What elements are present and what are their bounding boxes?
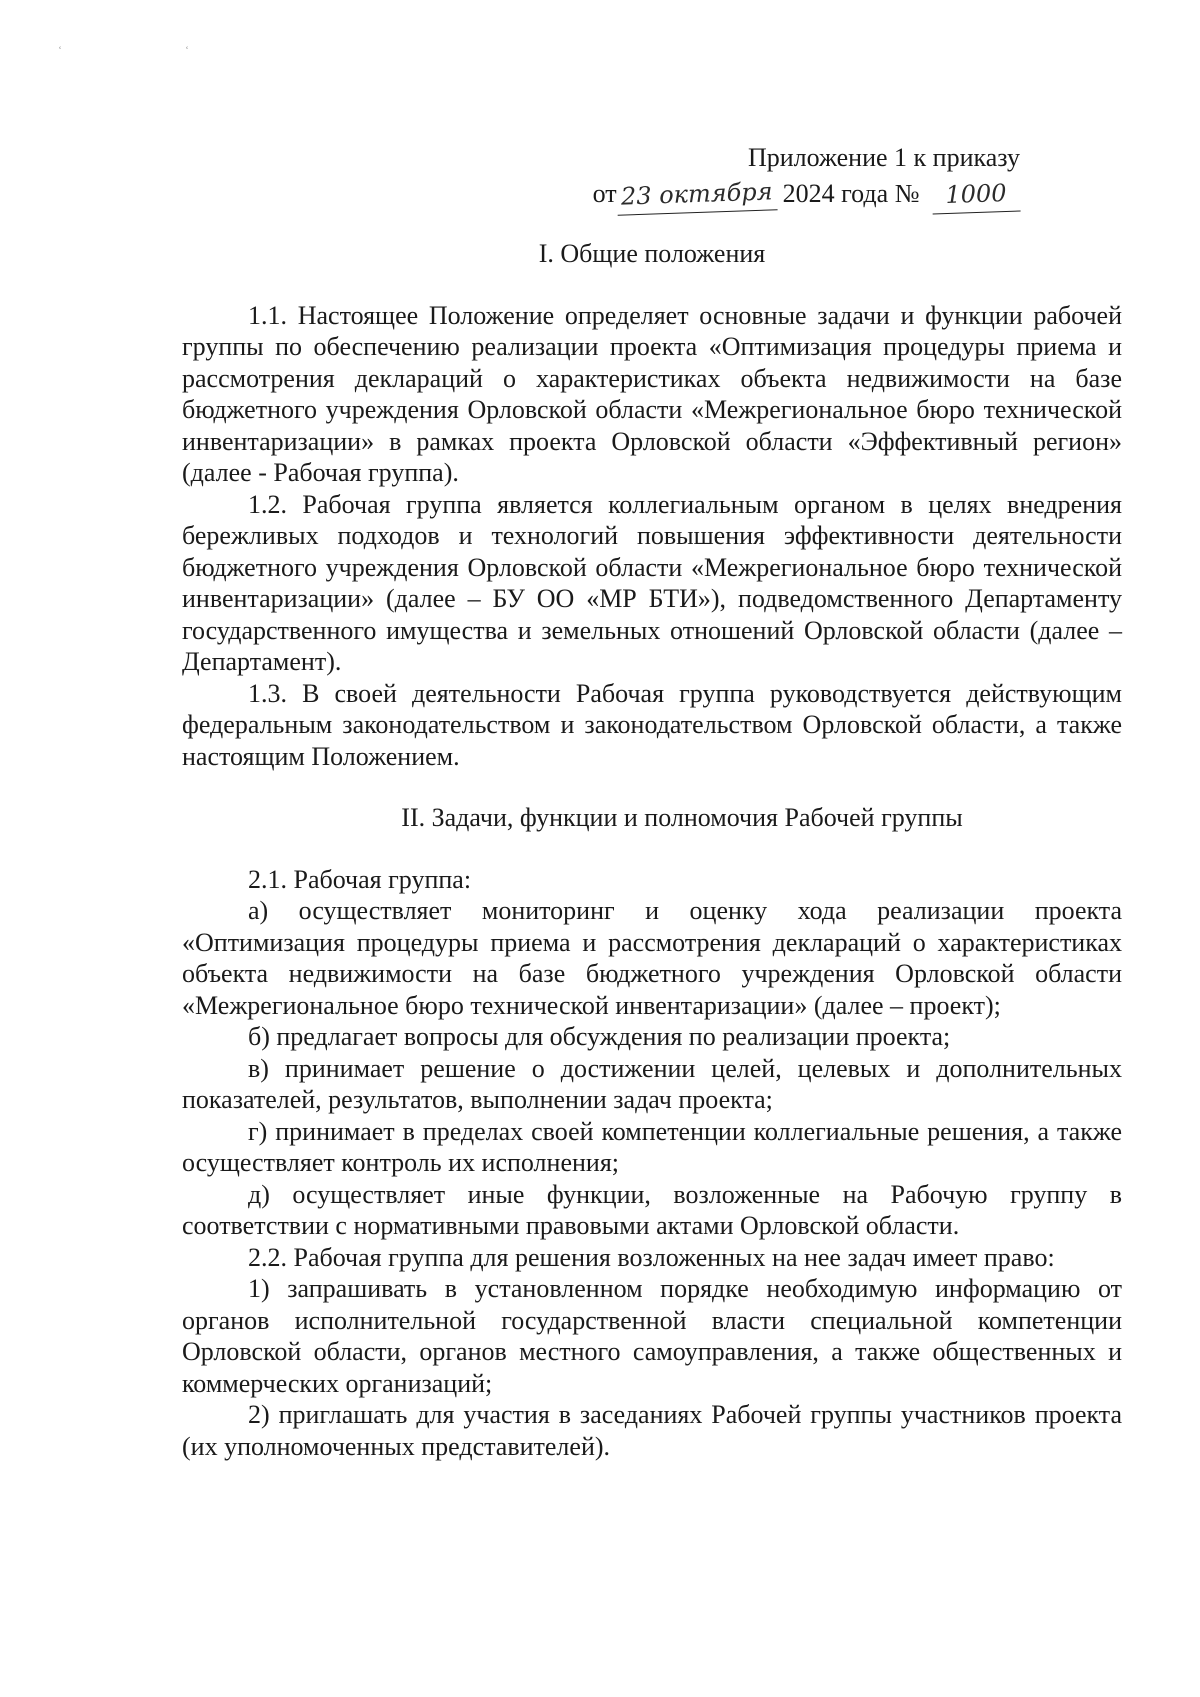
year-text: 2024 года № (782, 179, 920, 208)
paragraph-1-2: 1.2. Рабочая группа является коллегиальным органом в целях внедрения бережливых подходов и технологий повышения эффективности деятельности бюджетного учреждения Орловской области «Межрегиональное бюро технической инвентаризации» (далее – БУ ОО «МР БТИ»), подведомственного Департаменту государственного имущества и земельных отношений Орловской области (далее – Департамент). (182, 489, 1122, 676)
from-prefix: от (592, 179, 617, 208)
paragraph-1-3: 1.3. В своей деятельности Рабочая группа руководствуется действующим федеральным законодательством и законодательством Орловской области, а также настоящим Положением. (182, 678, 1122, 771)
document-body (182, 238, 1122, 1462)
paragraph-1-1: 1.1. Настоящее Положение определяет основные задачи и функции рабочей группы по обеспечению реализации проекта «Оптимизация процедуры приема и рассмотрения деклараций о характеристиках объекта недвижимости на базе бюджетного учреждения Орловской области «Межрегиональное бюро технической инвентаризации» в рамках проекта Орловской области «Эффективный регион» (далее - Рабочая группа). (182, 300, 1122, 487)
scan-marks: ʿ ʿ (58, 44, 249, 58)
item-d: д) осуществляет иные функции, возложенные на Рабочую группу в соответствии с нормативными правовыми актами Орловской области. (182, 1179, 1122, 1240)
right-1: 1) запрашивать в установленном порядке необходимую информацию от органов исполнительной государственной власти специальной компетенции Орловской области, органов местного самоуправления, а также общественных и коммерческих организаций; (182, 1274, 1122, 1398)
section-1-title: I. Общие положения (538, 239, 766, 268)
handwritten-number: 1000 (931, 174, 1020, 214)
item-g: г) принимает в пределах своей компетенции коллегиальные решения, а также осуществляет контроль их исполнения; (182, 1116, 1122, 1177)
item-a: а) осуществляет мониторинг и оценку хода реализации проекта «Оптимизация процедуры приема и рассмотрения деклараций о характеристиках объекта недвижимости на базе бюджетного учреждения Орловской области «Межрегиональное бюро технической инвентаризации» (далее – проект); (182, 896, 1122, 1020)
paragraph-2-2: 2.2. Рабочая группа для решения возложенных на нее задач имеет право: (248, 1242, 1055, 1272)
paragraph-2-1: 2.1. Рабочая группа: (248, 864, 472, 894)
handwritten-date: 23 октября (616, 173, 777, 216)
right-2: 2) приглашать для участия в заседаниях Рабочей группы участников проекта (их уполномоченных представителей). (182, 1400, 1122, 1461)
order-date-line (593, 176, 1020, 213)
appendix-header (593, 140, 1020, 213)
appendix-title: Приложение 1 к приказу (747, 143, 1020, 172)
section-2-title: II. Задачи, функции и полномочия Рабочей группы (401, 803, 963, 832)
item-v: в) принимает решение о достижении целей, целевых и дополнительных показателей, результатов, выполнении задач проекта; (182, 1053, 1122, 1114)
item-b: б) предлагает вопросы для обсуждения по реализации проекта; (248, 1022, 951, 1051)
